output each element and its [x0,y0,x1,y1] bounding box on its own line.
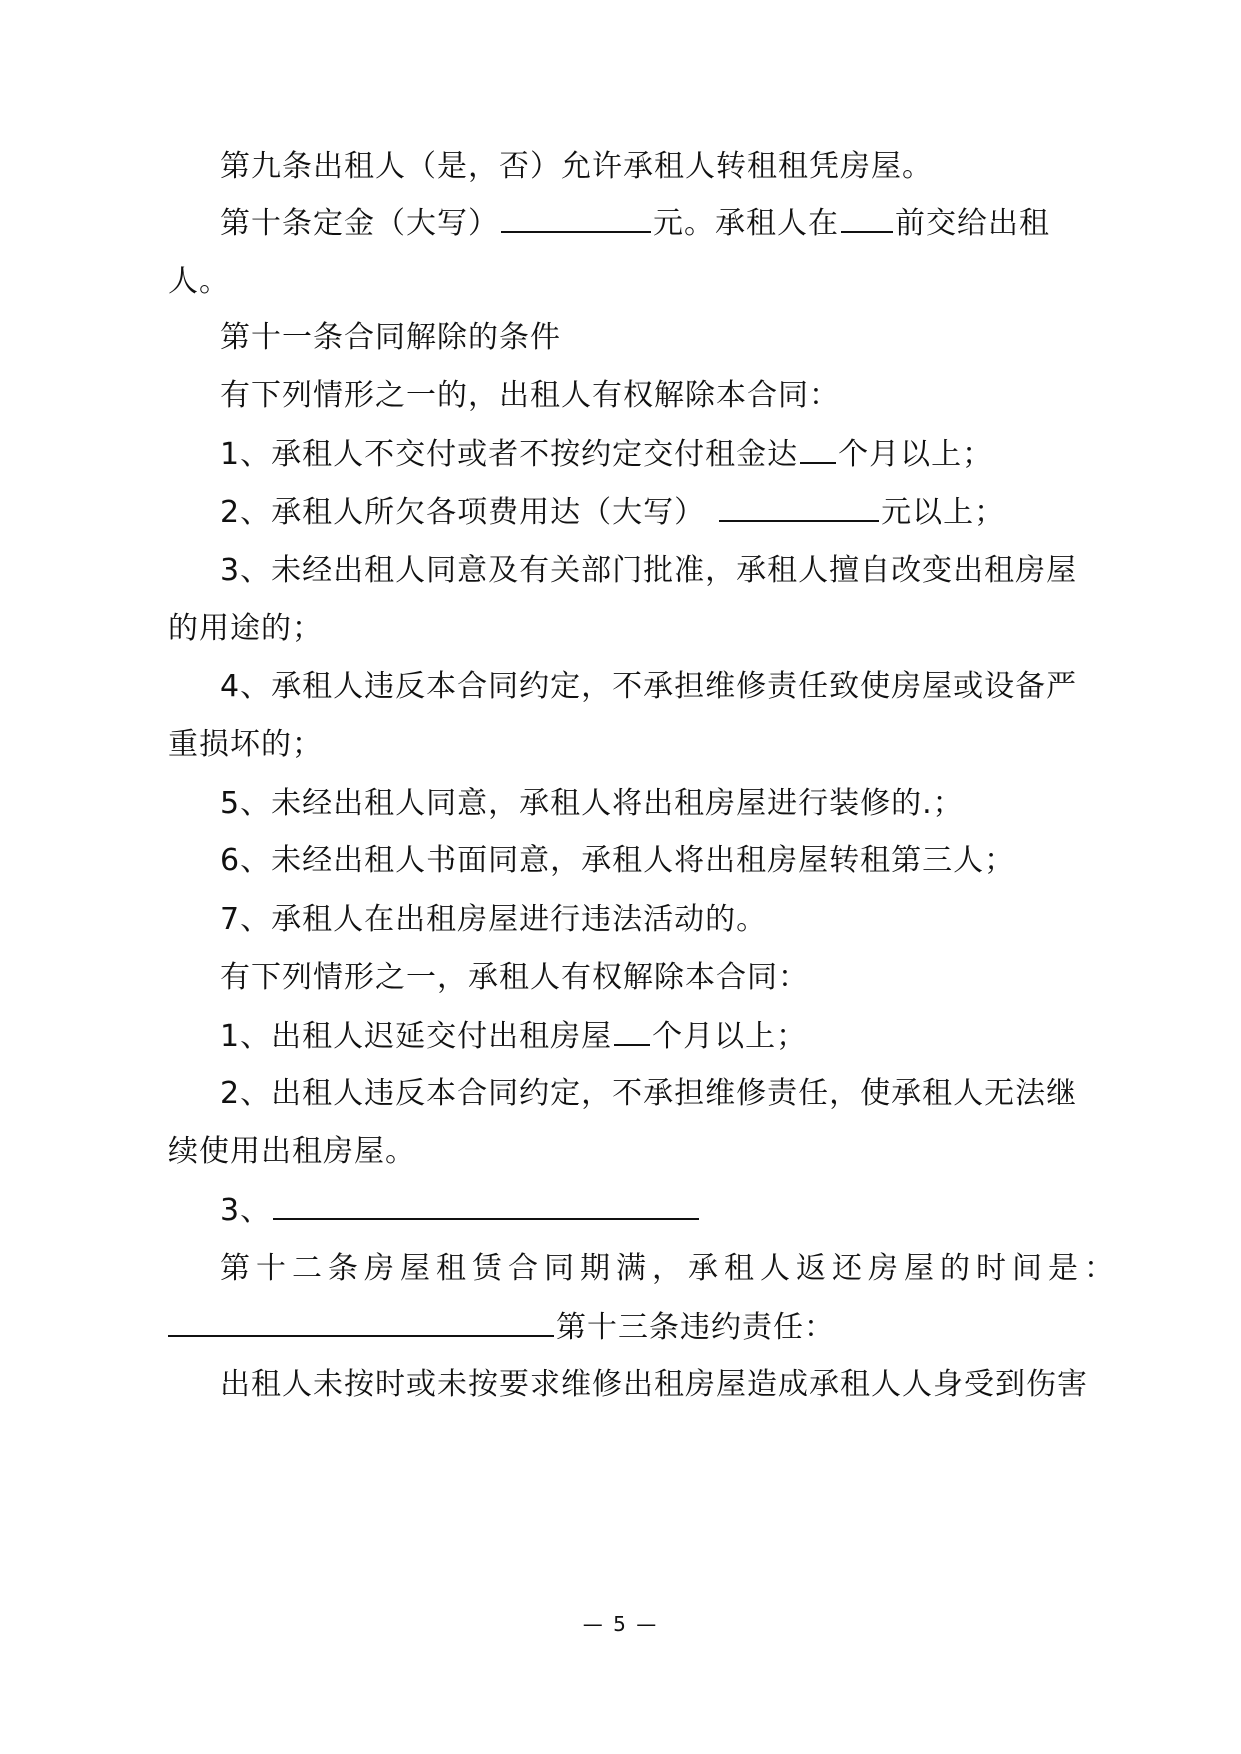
article-12-text: 第十二条房屋租赁合同期满，承租人返还房屋的时间是： [220,1251,1120,1286]
lessor-condition-5 [220,784,964,824]
lessor-condition-7-text: 7、承租人在出租房屋进行违法活动的。 [220,902,768,937]
lessee-condition-3-text: 3、 [220,1193,272,1228]
article-12 [220,1249,1120,1289]
article-12-cont [168,1307,835,1348]
fees-amount-blank[interactable] [719,492,879,522]
lessor-condition-4 [220,667,1077,707]
page-number: — 5 — [582,1612,659,1636]
lessee-condition-2-text: 2、出租人违反本合同约定，不承担维修责任，使承租人无法继 [220,1076,1078,1111]
lessor-condition-3 [220,551,1077,591]
lessor-condition-2 [220,492,1005,533]
delay-months-blank[interactable] [614,1016,650,1046]
article-10-cont-text: 人。 [168,264,230,299]
lessor-condition-4-text: 4、承租人违反本合同约定，不承担维修责任致使房屋或设备严 [220,669,1078,704]
lessee-condition-3 [220,1190,701,1231]
article-9 [220,147,933,187]
article-10-cont [168,262,230,302]
lessor-condition-4-cont [168,725,323,765]
lessor-condition-6 [220,841,1015,881]
lessee-condition-1 [220,1016,807,1057]
lessee-condition-1-text-b: 个月以上； [652,1019,808,1054]
article-13-heading-text: 第十三条违约责任： [556,1310,835,1345]
lessor-condition-5-text: 5、未经出租人同意，承租人将出租房屋进行装修的.； [220,786,964,821]
lessor-condition-7 [220,900,767,940]
lessor-condition-1-text-b: 个月以上； [838,437,994,472]
article-13-body-text: 出租人未按时或未按要求维修出租房屋造成承租人人身受到伤害 [220,1367,1088,1402]
lessor-condition-3-text: 3、未经出租人同意及有关部门批准，承租人擅自改变出租房屋 [220,553,1078,588]
other-condition-blank[interactable] [273,1190,699,1220]
return-time-blank[interactable] [168,1307,554,1337]
article-10-text-c: 前交给出租 [895,206,1050,241]
lessor-condition-1-text-a: 1、承租人不交付或者不按约定交付租金达 [220,437,799,472]
lessor-condition-4-cont-text: 重损坏的； [168,727,323,762]
lessor-condition-1 [220,434,993,475]
lessee-conditions-intro-text: 有下列情形之一，承租人有权解除本合同： [220,960,809,995]
lessor-conditions-intro [220,376,840,416]
lessee-condition-2-cont-text: 续使用出租房屋。 [168,1134,416,1169]
deposit-date-blank[interactable] [841,203,893,233]
lessor-conditions-intro-text: 有下列情形之一的，出租人有权解除本合同： [220,378,840,413]
lessor-condition-3-cont-text: 的用途的； [168,611,323,646]
lessee-conditions-intro [220,958,809,998]
rent-months-blank[interactable] [800,434,836,464]
lessor-condition-2-text-a: 2、承租人所欠各项费用达（大写） [220,495,706,530]
article-13-body [220,1365,1088,1405]
lessor-condition-6-text: 6、未经出租人书面同意，承租人将出租房屋转租第三人； [220,843,1016,878]
article-11-heading [220,318,561,358]
deposit-amount-blank[interactable] [501,203,651,233]
lessee-condition-1-text-a: 1、出租人迟延交付出租房屋 [220,1019,613,1054]
article-9-text: 第九条出租人（是，否）允许承租人转租租凭房屋。 [220,149,933,184]
article-11-heading-text: 第十一条合同解除的条件 [220,320,561,355]
article-10-text-b: 元。承租人在 [653,206,839,241]
article-10 [220,203,1050,244]
lessor-condition-2-text-b: 元以上； [881,495,1006,530]
article-10-text-a: 第十条定金（大写） [220,206,499,241]
lessee-condition-2 [220,1074,1077,1114]
lessee-condition-2-cont [168,1132,416,1172]
lessor-condition-3-cont [168,609,323,649]
